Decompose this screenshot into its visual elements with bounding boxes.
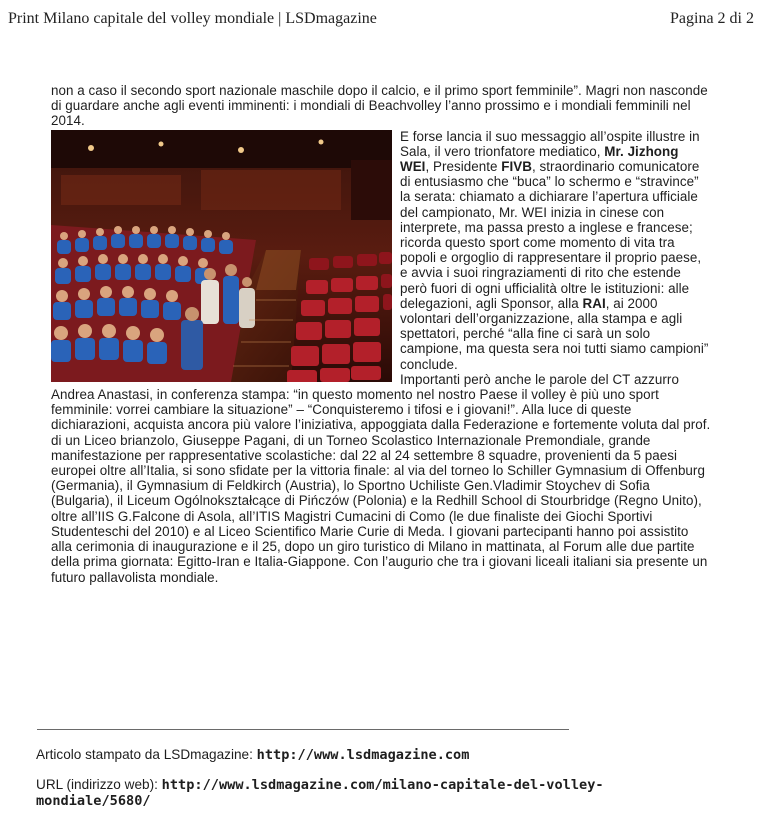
wei-name: Mr. Jizhong WEI bbox=[400, 143, 679, 175]
wei-text-d: , ai 2000 volontari dell’organizzazione, alla stampa e agli spettatori, perché “alla fine ci sarà un solo campione, ma questa sera noi tutti siamo campioni” conclude. bbox=[400, 295, 709, 372]
wei-text-b: , Presidente bbox=[425, 159, 502, 175]
auditorium-photo bbox=[51, 130, 392, 382]
printed-label: Articolo stampato da LSDmagazine: bbox=[36, 747, 257, 762]
url-label: URL (indirizzo web): bbox=[36, 777, 162, 792]
print-title: Print Milano capitale del volley mondiale | LSDmagazine bbox=[8, 10, 377, 27]
article-url-link[interactable]: http://www.lsdmagazine.com/milano-capitale-del-volley-mondiale/5680/ bbox=[36, 777, 604, 809]
auditorium-photo-image bbox=[51, 130, 392, 382]
wei-text-a: E forse lancia il suo messaggio all’ospite illustre in Sala, il vero trionfatore mediatico, bbox=[400, 128, 700, 159]
rai-label: RAI bbox=[582, 295, 606, 311]
wei-text-c: , straordinario comunicatore di entusiasmo che “buca” lo schermo e “stravince” la serata: chiamato a dichiarare l’apertura ufficiale del campionato, Mr. WEI inizia in cinese con interprete, ma passa presto a inglese e francese; ricorda questo sport come momento di vita tra popoli e orgoglio di rappresentare il proprio paese, e avvia i suoi ringraziamenti di rito che estende però fuori di ogni ufficialità oltre le istituzioni: alle delegazioni, agli Sponsor, alla bbox=[400, 159, 702, 311]
intro-paragraph: non a caso il secondo sport nazionale maschile dopo il calcio, e il primo sport femminile”. Magri non nasconde di guardare anche agli eventi imminenti: i mondiali di Beachvolley l’anno prossimo e i mondiali femminili nel 2014. bbox=[51, 83, 708, 129]
print-header bbox=[8, 10, 754, 32]
article-url-line bbox=[36, 777, 676, 809]
printed-from-line bbox=[36, 747, 676, 763]
article-body bbox=[51, 83, 711, 585]
footer-divider bbox=[37, 729, 569, 730]
printed-url-link[interactable]: http://www.lsdmagazine.com bbox=[256, 747, 470, 763]
fivb-label: FIVB bbox=[501, 159, 532, 175]
anastasi-paragraph: Importanti però anche le parole del CT azzurro Andrea Anastasi, in conferenza stampa: “in questo momento nel nostro Paese il volley è più uno sport femminile: vorrei cambiare la situazione” – “Conquisteremo i tifosi e i giovani!”. Alla luce di queste dichiarazioni, acquista ancora più valore l’iniziativa, appoggiata dalla Federazione e fortemente voluta dal prof. di un Liceo brianzolo, Giuseppe Pagani, di un Torneo Scolastico Internazionale Premondiale, grande manifestazione per rappresentative scolastiche: dal 22 al 24 settembre 8 squadre, provenienti da 5 paesi europei oltre all’Italia, si sono sfidate per la vittoria finale: al via del torneo lo Schiller Gymnasium di Offenburg (Germania), il Gymnasium di Feldkirch (Austria), lo Sportno Uchiliste Gen.Vladimir Stoychev di Sofia (Bulgaria), il Liceum Ogólnokształcące di Pińczów (Polonia) e la Redhill School di Stourbridge (Regno Unito), oltre all’IIS G.Falcone di Asola, all’ITIS Magistri Cumacini di Como (le due finaliste dei Giochi Sportivi Studenteschi del 2010) e al Liceo Scientifico Marie Curie di Meda. I giovani partecipanti hanno poi assistito alla cerimonia di inaugurazione e il 25, dopo un giro turistico di Milano in mattinata, al Forum alle due partite della prima giornata: Egitto-Iran e Italia-Giappone. Con l’augurio che tra i giovani liceali italiani sia presente un futuro pallavolista mondiale. bbox=[51, 371, 711, 585]
page-number: Pagina 2 di 2 bbox=[670, 10, 754, 27]
